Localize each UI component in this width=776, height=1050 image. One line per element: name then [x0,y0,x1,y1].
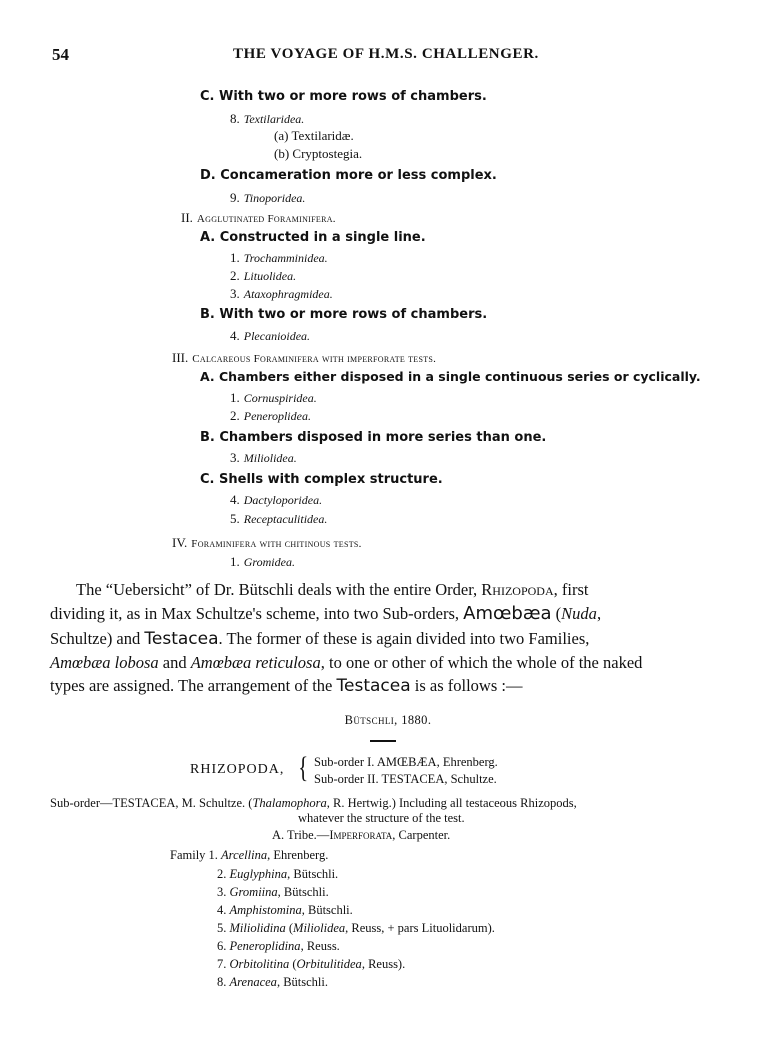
heading-a-single: A. Constructed in a single line. [200,230,426,245]
heading-b-chambers: B. Chambers disposed in more series than one. [200,430,547,445]
heading-c-shells: C. Shells with complex structure. [200,472,443,487]
list-item: 3. Ataxophragmidea. [230,286,333,301]
list-item: 2. Lituolidea. [230,268,297,283]
brace-icon: { [298,751,309,784]
tribe-line: A. Tribe.—Imperforata, Carpenter. [272,828,451,842]
paragraph-line: The “Uebersicht” of Dr. Bütschli deals with the entire Order, Rhizopoda, first [76,580,589,599]
family-row: 5. Miliolidina (Miliolidea, Reuss, + pars Lituolidarum). [217,921,495,935]
section-ii-heading: II. Agglutinated Foraminifera. [181,210,336,225]
family-row: 3. Gromiina, Bütschli. [217,885,329,899]
suborder-testacea: Sub-order—TESTACEA, M. Schultze. (Thalamophora, R. Hertwig.) Including all testaceous Rhizopods, [50,796,577,810]
family-row: 7. Orbitolitina (Orbitulitidea, Reuss). [217,957,406,971]
family-row: 2. Euglyphina, Bütschli. [217,867,339,881]
family-row: 6. Peneroplidina, Reuss. [217,939,340,953]
section-iii-heading: III. Calcareous Foraminifera with imperforate tests. [172,350,437,365]
list-item: 2. Peneroplidea. [230,408,311,423]
running-title: THE VOYAGE OF H.M.S. CHALLENGER. [233,46,539,62]
list-item: 1. Gromidea. [230,554,295,569]
list-item: 1. Trochamminidea. [230,250,328,265]
suborder-continuation: whatever the structure of the test. [298,811,465,825]
list-item: 8. Textilaridea. [230,111,305,126]
list-item: 9. Tinoporidea. [230,190,306,205]
heading-b-rows: B. With two or more rows of chambers. [200,307,488,322]
family-row: 8. Arenacea, Bütschli. [217,975,328,989]
paragraph-line: Schultze) and Testacea. The former of these is again divided into two Families, [50,629,590,649]
butschli-heading: Bütschli, 1880. [344,713,432,727]
family-row: 4. Amphistomina, Bütschli. [217,903,353,917]
list-item: 1. Cornuspiridea. [230,390,317,405]
rhizopoda-label: RHIZOPODA, [190,762,285,777]
heading-c-rows: C. With two or more rows of chambers. [200,89,487,104]
heading-a-chambers: A. Chambers either disposed in a single continuous series or cyclically. [200,369,701,384]
list-item: (b) Cryptostegia. [274,146,363,161]
list-item: (a) Textilaridæ. [274,128,354,143]
heading-d-concameration: D. Concameration more or less complex. [200,168,497,183]
page-number: 54 [52,45,69,64]
list-item: 5. Receptaculitidea. [230,511,328,526]
divider [370,740,396,742]
paragraph-line: dividing it, as in Max Schultze's scheme, into two Sub-orders, Amœbæa (Nuda, [50,603,602,624]
paragraph-line: Amœbæa lobosa and Amœbæa reticulosa, to one or other of which the whole of the naked [50,653,643,672]
paragraph-line: types are assigned. The arrangement of the Testacea is as follows :— [50,676,523,696]
list-item: 3. Miliolidea. [230,450,297,465]
suborder-ii: Sub-order II. TESTACEA, Schultze. [314,772,497,786]
list-item: 4. Plecanioidea. [230,328,311,343]
list-item: 4. Dactyloporidea. [230,492,323,507]
family-row: Family 1. Arcellina, Ehrenberg. [170,848,329,862]
section-iv-heading: IV. Foraminifera with chitinous tests. [172,535,362,550]
suborder-i: Sub-order I. AMŒBÆA, Ehrenberg. [314,755,498,769]
